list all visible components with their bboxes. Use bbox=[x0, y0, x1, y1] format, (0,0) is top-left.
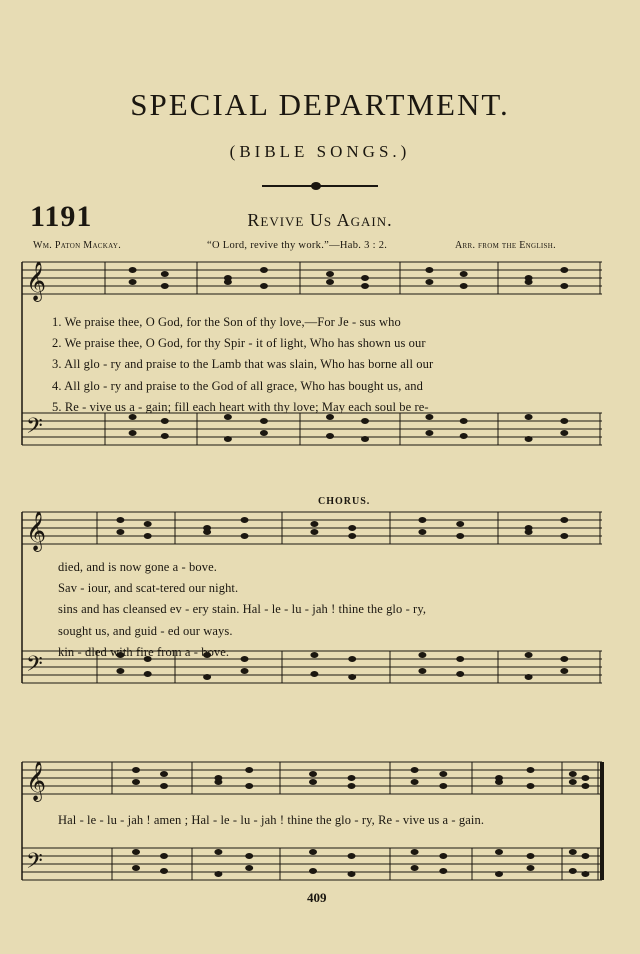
system1-lyrics bbox=[52, 312, 612, 418]
note-head bbox=[560, 517, 568, 523]
note-head bbox=[129, 430, 137, 436]
note-head bbox=[560, 430, 568, 436]
note-head bbox=[214, 849, 222, 855]
note-head bbox=[161, 283, 169, 289]
note-head bbox=[132, 865, 140, 871]
note-head bbox=[581, 775, 589, 781]
note-head bbox=[525, 436, 533, 442]
note-head bbox=[310, 671, 318, 677]
note-head bbox=[569, 849, 577, 855]
note-head bbox=[245, 783, 253, 789]
note-head bbox=[361, 418, 369, 424]
note-head bbox=[411, 767, 419, 773]
note-head bbox=[326, 279, 334, 285]
note-head bbox=[132, 779, 140, 785]
note-head bbox=[310, 529, 318, 535]
note-head bbox=[260, 418, 268, 424]
note-head bbox=[456, 521, 464, 527]
note-head bbox=[116, 517, 124, 523]
note-head bbox=[527, 865, 535, 871]
note-head bbox=[411, 849, 419, 855]
clef-icon: 𝄞 bbox=[26, 511, 47, 551]
note-head bbox=[425, 430, 433, 436]
note-head bbox=[309, 771, 317, 777]
hymn-title: Revive Us Again. bbox=[247, 210, 393, 230]
note-head bbox=[569, 771, 577, 777]
note-head bbox=[132, 849, 140, 855]
note-head bbox=[224, 436, 232, 442]
note-head bbox=[144, 671, 152, 677]
note-head bbox=[203, 529, 211, 535]
note-head bbox=[525, 529, 533, 535]
note-head bbox=[560, 668, 568, 674]
scripture-reference: “O Lord, revive thy work.”—Hab. 3 : 2. bbox=[207, 240, 388, 251]
note-head bbox=[439, 783, 447, 789]
page-number: 409 bbox=[307, 890, 327, 905]
note-head bbox=[525, 674, 533, 680]
clef-icon: 𝄢 bbox=[26, 652, 43, 682]
note-head bbox=[144, 521, 152, 527]
note-head bbox=[160, 853, 168, 859]
note-head bbox=[309, 849, 317, 855]
note-head bbox=[160, 868, 168, 874]
words-credit: Wm. Paton Mackay. bbox=[33, 240, 122, 251]
verse-number: 3. bbox=[52, 357, 62, 372]
music-credit: Arr. from the English. bbox=[455, 240, 556, 251]
note-head bbox=[348, 871, 356, 877]
note-head bbox=[214, 871, 222, 877]
note-head bbox=[161, 271, 169, 277]
note-head bbox=[241, 668, 249, 674]
note-head bbox=[569, 868, 577, 874]
note-head bbox=[456, 533, 464, 539]
verse-2-line bbox=[52, 333, 612, 354]
note-head bbox=[361, 275, 369, 281]
note-head bbox=[418, 517, 426, 523]
verse-5-line bbox=[52, 397, 612, 418]
note-head bbox=[425, 267, 433, 273]
note-head bbox=[560, 283, 568, 289]
verse-number: 4. bbox=[52, 378, 62, 393]
note-head bbox=[260, 283, 268, 289]
note-head bbox=[460, 418, 468, 424]
verse-number: 1. bbox=[52, 315, 62, 329]
note-head bbox=[495, 849, 503, 855]
note-head bbox=[439, 868, 447, 874]
verse-text: All glo - ry and praise to the Lamb that was slain, Who has borne all our bbox=[64, 357, 434, 372]
note-head bbox=[527, 767, 535, 773]
clef-icon: 𝄞 bbox=[26, 261, 47, 301]
verse-number: 5. bbox=[52, 399, 62, 414]
note-head bbox=[309, 868, 317, 874]
note-head bbox=[348, 783, 356, 789]
verse-1-line bbox=[52, 312, 612, 333]
note-head bbox=[161, 418, 169, 424]
verse-text: We praise thee, O God, for the Son of thy love,—For Je - sus who bbox=[64, 315, 401, 329]
note-head bbox=[460, 433, 468, 439]
note-head bbox=[214, 779, 222, 785]
clef-icon: 𝄢 bbox=[26, 414, 43, 444]
page-subheader: (BIBLE SONGS.) bbox=[229, 142, 411, 161]
verse-text: We praise thee, O God, for thy Spir - it of light, Who has shown us our bbox=[64, 336, 426, 351]
note-head bbox=[245, 853, 253, 859]
note-head bbox=[160, 771, 168, 777]
note-head bbox=[425, 279, 433, 285]
note-head bbox=[348, 525, 356, 531]
verse-3-line bbox=[52, 354, 612, 375]
note-head bbox=[241, 517, 249, 523]
note-head bbox=[560, 533, 568, 539]
system2-lyrics bbox=[58, 557, 618, 663]
verse-text: Re - vive us a - gain; fill each heart with thy love; May each soul be re- bbox=[64, 399, 429, 414]
note-head bbox=[581, 853, 589, 859]
note-head bbox=[310, 521, 318, 527]
verse-4-line bbox=[52, 376, 612, 397]
chorus-label: CHORUS. bbox=[318, 496, 371, 507]
note-head bbox=[460, 271, 468, 277]
note-head bbox=[560, 418, 568, 424]
page-header: SPECIAL DEPARTMENT. bbox=[130, 87, 510, 122]
note-head bbox=[525, 279, 533, 285]
note-head bbox=[418, 529, 426, 535]
note-head bbox=[144, 533, 152, 539]
note-head bbox=[348, 674, 356, 680]
verse-5-line: kin - dled with fire from a - bove. bbox=[58, 644, 230, 659]
note-head bbox=[224, 279, 232, 285]
note-head bbox=[527, 783, 535, 789]
verse-2-line: Sav - iour, and scat-tered our night. bbox=[58, 581, 239, 596]
note-head bbox=[581, 783, 589, 789]
note-head bbox=[260, 430, 268, 436]
note-head bbox=[129, 279, 137, 285]
note-head bbox=[495, 871, 503, 877]
verse-number: 2. bbox=[52, 336, 62, 351]
note-head bbox=[411, 779, 419, 785]
clef-icon: 𝄞 bbox=[26, 761, 47, 801]
verse-1-line: died, and is now gone a - bove. bbox=[58, 560, 217, 574]
note-head bbox=[361, 283, 369, 289]
note-head bbox=[348, 533, 356, 539]
note-head bbox=[418, 668, 426, 674]
note-head bbox=[241, 533, 249, 539]
clef-icon: 𝄢 bbox=[26, 849, 43, 879]
note-head bbox=[439, 853, 447, 859]
note-head bbox=[260, 267, 268, 273]
note-head bbox=[116, 529, 124, 535]
note-head bbox=[348, 853, 356, 859]
system3-lyric: Hal - le - lu - jah ! amen ; Hal - le - lu - jah ! thine the glo - ry, Re - vive us a - gain. bbox=[58, 813, 485, 827]
note-head bbox=[411, 865, 419, 871]
note-head bbox=[116, 668, 124, 674]
note-head bbox=[245, 767, 253, 773]
note-head bbox=[245, 865, 253, 871]
note-head bbox=[160, 783, 168, 789]
hymn-number: 1191 bbox=[30, 200, 93, 233]
note-head bbox=[348, 775, 356, 781]
verse-text: All glo - ry and praise to the God of all grace, Who has bought us, and bbox=[64, 378, 423, 393]
note-head bbox=[527, 853, 535, 859]
note-head bbox=[309, 779, 317, 785]
verse-4-line: sought us, and guid - ed our ways. bbox=[58, 623, 233, 638]
note-head bbox=[560, 267, 568, 273]
note-head bbox=[439, 771, 447, 777]
note-head bbox=[569, 779, 577, 785]
note-head bbox=[203, 674, 211, 680]
note-head bbox=[581, 871, 589, 877]
note-head bbox=[132, 767, 140, 773]
note-head bbox=[460, 283, 468, 289]
note-head bbox=[361, 436, 369, 442]
note-head bbox=[161, 433, 169, 439]
note-head bbox=[326, 433, 334, 439]
note-head bbox=[129, 267, 137, 273]
verse-3-line: sins and has cleansed ev - ery stain. Hal - le - lu - jah ! thine the glo - ry, bbox=[58, 602, 427, 617]
note-head bbox=[495, 779, 503, 785]
note-head bbox=[326, 271, 334, 277]
note-head bbox=[456, 671, 464, 677]
